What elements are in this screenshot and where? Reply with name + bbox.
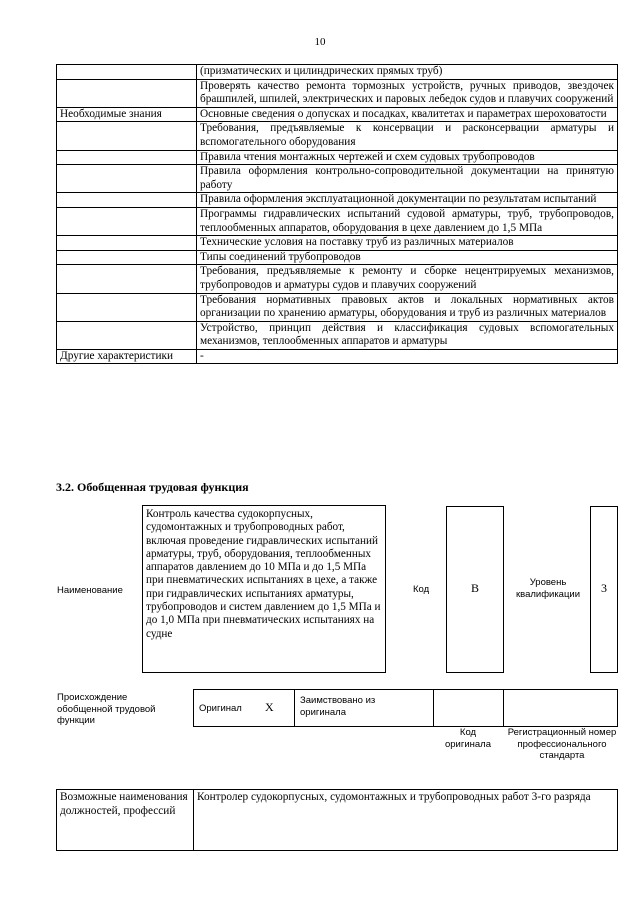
- origin-divider-1: [294, 689, 295, 727]
- row-text: Основные сведения о допусках и посадках, квалитетах и параметрах шероховатости: [197, 107, 618, 122]
- function-name-text: Контроль качества судокорпусных, судомонтажных и трубопроводных работ, включая проведение гидравлических испытаний арматуры, труб, оборудования, теплообменных аппаратов давлением до 10 МПа и до 1,5 МПа при пневматических испытаниях в цехе, а также при гидравлических испытаниях арматуры, трубопроводов и систем давлением до 1,5 МПа и до 1,0 МПа при пневматических испытаниях на судне: [146, 508, 381, 640]
- function-name-box: [142, 505, 386, 673]
- table-row: [57, 265, 618, 293]
- row-text: Технические условия на поставку труб из различных материалов: [197, 236, 618, 251]
- level-value: 3: [601, 581, 607, 595]
- reg-caption: Регистрационный номер профессионального стандарта: [507, 727, 617, 761]
- table-row: [57, 122, 618, 150]
- original-mark: X: [265, 700, 274, 714]
- section-title: 3.2. Обобщенная трудовая функция: [56, 480, 249, 494]
- level-label: Уровень квалификации: [515, 577, 581, 600]
- row-label: [57, 236, 197, 251]
- knowledge-table: [56, 64, 618, 364]
- row-text: Требования, предъявляемые к консервации и расконсервации арматуры и вспомогательного оборудования: [197, 122, 618, 150]
- table-row: [57, 65, 618, 80]
- table-row: [57, 236, 618, 251]
- table-row: [57, 107, 618, 122]
- page-number: 10: [314, 36, 326, 48]
- table-row: [57, 165, 618, 193]
- row-label: [57, 165, 197, 193]
- row-label: [57, 65, 197, 80]
- row-label: [57, 250, 197, 265]
- positions-table: [56, 789, 618, 851]
- row-label: [57, 79, 197, 107]
- row-label: Необходимые знания: [57, 107, 197, 122]
- name-label: Наименование: [57, 585, 123, 596]
- origin-label: Происхождение обобщенной трудовой функции: [57, 692, 156, 726]
- row-text: Типы соединений трубопроводов: [197, 250, 618, 265]
- row-label: [57, 193, 197, 208]
- row-label: [57, 122, 197, 150]
- table-row: [57, 150, 618, 165]
- positions-row: [57, 790, 618, 851]
- row-label: [57, 321, 197, 349]
- code-value: B: [470, 581, 479, 595]
- table-row: [57, 79, 618, 107]
- borrowed-label: Заимствовано из оригинала: [300, 695, 376, 718]
- row-text: Проверять качество ремонта тормозных устройств, ручных приводов, звездочек брашпилей, шпилей, электрических и паровых лебедок судов и плавучих сооружений: [197, 79, 618, 107]
- table-row: [57, 193, 618, 208]
- row-label: Другие характеристики: [57, 349, 197, 364]
- code-value-box: [446, 506, 504, 673]
- origin-divider-2: [433, 689, 434, 727]
- row-label: [57, 207, 197, 235]
- table-row: [57, 321, 618, 349]
- table-row: [57, 250, 618, 265]
- row-text: (призматических и цилиндрических прямых труб): [197, 65, 618, 80]
- table-row: [57, 293, 618, 321]
- original-label: Оригинал: [199, 703, 242, 714]
- row-text: Правила чтения монтажных чертежей и схем судовых трубопроводов: [197, 150, 618, 165]
- code-label: Код: [413, 584, 430, 595]
- row-text: Правила оформления эксплуатационной документации по результатам испытаний: [197, 193, 618, 208]
- row-label: [57, 150, 197, 165]
- positions-text: Контролер судокорпусных, судомонтажных и трубопроводных работ 3-го разряда: [194, 790, 618, 851]
- row-text: Программы гидравлических испытаний судовой арматуры, труб, трубопроводов, теплообменных аппаратов, оборудования в цехе давлением до 1,5 МПа: [197, 207, 618, 235]
- table-row: [57, 207, 618, 235]
- row-text: -: [197, 349, 618, 364]
- row-text: Требования нормативных правовых актов и локальных нормативных актов организации по хранению арматуры, оборудования и труб из различных материалов: [197, 293, 618, 321]
- origin-divider-3: [503, 689, 504, 727]
- row-text: Правила оформления контрольно-сопроводительной документации на принятую работу: [197, 165, 618, 193]
- level-value-box: [590, 506, 618, 673]
- code-caption: Код оригинала: [444, 727, 491, 750]
- row-text: Требования, предъявляемые к ремонту и сборке нецентрируемых механизмов, трубопроводов и арматуры судов и плавучих сооружений: [197, 265, 618, 293]
- positions-label: Возможные наименования должностей, профессий: [57, 790, 194, 851]
- table-row: [57, 349, 618, 364]
- row-text: Устройство, принцип действия и классификация судовых вспомогательных механизмов, теплообменных аппаратов и арматуры: [197, 321, 618, 349]
- row-label: [57, 293, 197, 321]
- row-label: [57, 265, 197, 293]
